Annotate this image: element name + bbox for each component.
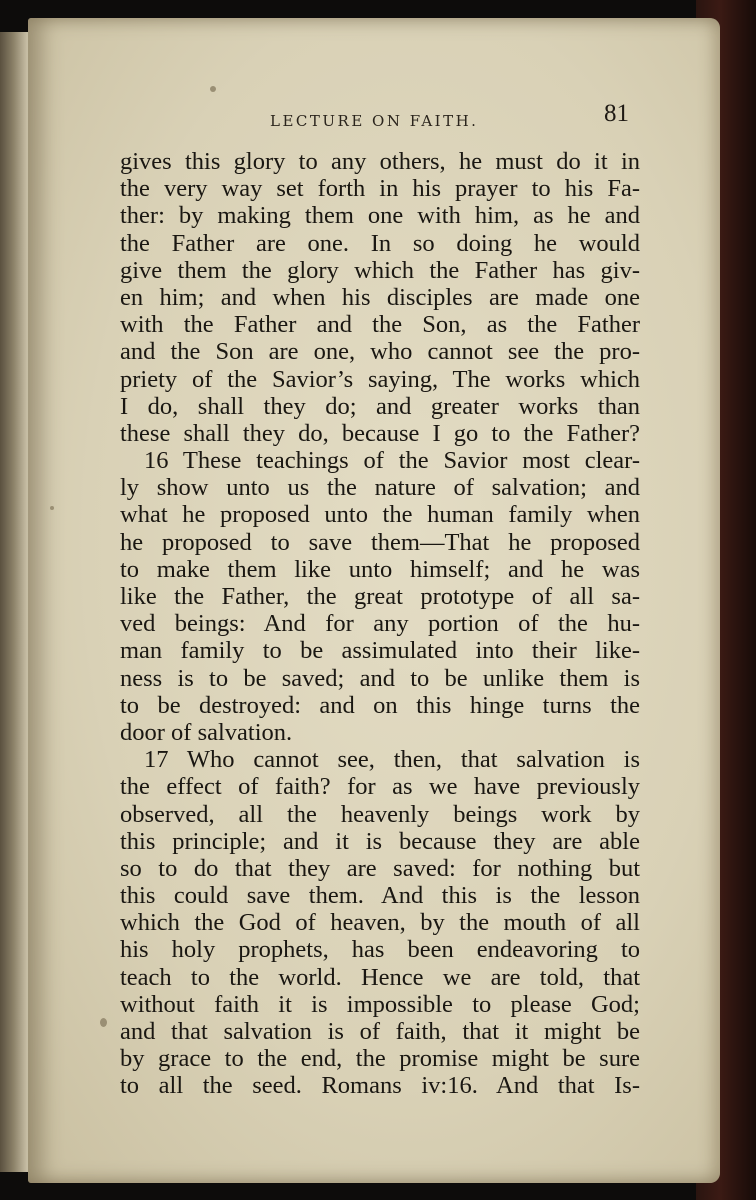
- text-line: this principle; and it is because they are able: [120, 827, 640, 855]
- text-line: and the Son are one, who cannot see the pro-: [120, 338, 640, 366]
- text-line: so to do that they are saved: for nothing but: [120, 854, 640, 882]
- text-line: observed, all the heavenly beings work by: [120, 800, 640, 828]
- text-line: to make them like unto himself; and he was: [120, 555, 640, 583]
- paper-spot: [50, 506, 54, 510]
- text-line: ther: by making them one with him, as he and: [120, 202, 640, 230]
- body-text: [120, 148, 640, 1100]
- text-line: these shall they do, because I go to the Father?: [120, 419, 640, 447]
- text-line: by grace to the end, the promise might be sure: [120, 1045, 640, 1073]
- text-line: the Father are one. In so doing he would: [120, 229, 640, 257]
- text-line: the effect of faith? for as we have previously: [120, 773, 640, 801]
- text-line: this could save them. And this is the lesson: [120, 882, 640, 910]
- text-line: 16 These teachings of the Savior most clear-: [144, 447, 640, 475]
- text-line: without faith it is impossible to please God;: [120, 990, 640, 1018]
- text-line: which the God of heaven, by the mouth of all: [120, 909, 640, 937]
- page-number: 81: [604, 100, 629, 127]
- text-line: door of salvation.: [120, 718, 293, 746]
- text-line: the very way set forth in his prayer to his Fa-: [120, 175, 640, 203]
- text-line: give them the glory which the Father has giv-: [120, 256, 640, 284]
- text-line: his holy prophets, has been endeavoring to: [120, 936, 640, 964]
- text-line: to be destroyed: and on this hinge turns the: [120, 691, 640, 719]
- text-line: he proposed to save them—That he proposed: [120, 528, 640, 556]
- text-line: en him; and when his disciples are made one: [120, 283, 640, 311]
- text-line: with the Father and the Son, as the Father: [120, 311, 640, 339]
- text-line: to all the seed. Romans iv:16. And that Is-: [120, 1072, 640, 1100]
- text-line: I do, shall they do; and greater works than: [120, 392, 640, 420]
- text-line: man family to be assimulated into their like-: [120, 637, 640, 665]
- text-line: teach to the world. Hence we are told, that: [120, 963, 640, 991]
- text-line: gives this glory to any others, he must do it in: [120, 148, 640, 175]
- text-line: ness is to be saved; and to be unlike them is: [120, 664, 640, 692]
- text-line: 17 Who cannot see, then, that salvation is: [144, 746, 640, 774]
- text-line: ly show unto us the nature of salvation; and: [120, 474, 640, 502]
- paper-spot: [210, 86, 216, 92]
- paper-spot: [100, 1018, 107, 1027]
- text-line: ved beings: And for any portion of the hu-: [120, 610, 640, 638]
- text-line: and that salvation is of faith, that it might be: [120, 1018, 640, 1045]
- text-line: what he proposed unto the human family when: [120, 501, 640, 529]
- text-line: priety of the Savior’s saying, The works which: [120, 365, 640, 393]
- running-head: LECTURE ON FAITH.: [270, 112, 479, 130]
- text-line: like the Father, the great prototype of all sa-: [120, 583, 640, 610]
